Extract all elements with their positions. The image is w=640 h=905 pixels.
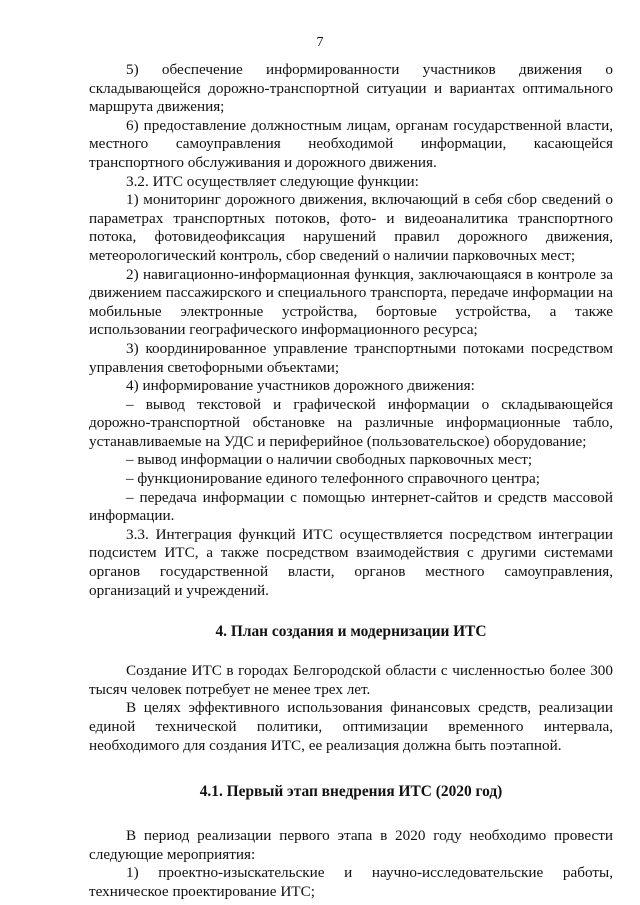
paragraph-function-4: 4) информирование участников дорожного движения: xyxy=(126,377,475,395)
paragraph-3-2-intro: 3.2. ИТС осуществляет следующие функции: xyxy=(126,172,419,190)
document-body xyxy=(89,61,613,902)
section-4-paragraph-1: Создание ИТС в городах Белгородской области с численностью более 300 тысяч человек потребует не менее трех лет. xyxy=(89,662,613,698)
paragraph-bullet-parking: – вывод информации о наличии свободных парковочных мест; xyxy=(126,451,533,469)
paragraph-item-6: 6) предоставление должностным лицам, органам государственной власти, местного самоуправления необходимой информации, касающейся транспортного обслуживания и дорожного движения. xyxy=(89,116,613,171)
paragraph-bullet-text-output: – вывод текстовой и графической информации о складывающейся дорожно-транспортной обстановке на различные информационные табло, устанавливаемые на УДС и периферийное (пользовательское) оборудование; xyxy=(89,395,613,450)
section-4-paragraph-2: В целях эффективного использования финансовых средств, реализации единой технической политики, оптимизации временного интервала, необходимого для создания ИТС, ее реализация должна быть поэтапной. xyxy=(89,699,613,754)
paragraph-3-3: 3.3. Интеграция функций ИТС осуществляется посредством интеграции подсистем ИТС, а также посредством взаимодействия с другими системами органов государственной власти, органов местного самоуправления, организаций и учреждений. xyxy=(89,525,613,599)
section-4-heading: 4. План создания и модернизации ИТС xyxy=(215,623,487,641)
paragraph-function-2: 2) навигационно-информационная функция, заключающаяся в контроле за движением пассажирского и специального транспорта, передаче информации на мобильные электронные устройства, бортовые устройства, а также использовании географического информационного ресурса; xyxy=(89,265,613,339)
section-4-1-heading: 4.1. Первый этап внедрения ИТС (2020 год) xyxy=(199,783,503,801)
paragraph-item-5: 5) обеспечение информированности участников движения о складывающейся дорожно-транспортной ситуации и вариантах оптимального маршрута движения; xyxy=(89,61,613,116)
page-number: 7 xyxy=(316,35,324,50)
paragraph-function-3: 3) координированное управление транспортными потоками посредством управления светофорными объектами; xyxy=(89,339,613,376)
paragraph-bullet-internet: – передача информации с помощью интернет-сайтов и средств массовой информации. xyxy=(89,488,613,525)
section-4-1-paragraph-1: В период реализации первого этапа в 2020 году необходимо провести следующие мероприятия: xyxy=(89,827,613,863)
paragraph-function-1: 1) мониторинг дорожного движения, включающий в себя сбор сведений о параметрах транспортных потоков, фото- и видеоаналитика транспортного потока, фотовидеофиксация нарушений правил дорожного движения, метеорологический контроль, сбор сведений о наличии парковочных мест; xyxy=(89,191,613,264)
paragraph-bullet-phone-center: – функционирование единого телефонного справочного центра; xyxy=(126,470,540,488)
section-4-1-paragraph-2: 1) проектно-изыскательские и научно-исследовательские работы, техническое проектирование ИТС; xyxy=(89,864,613,900)
